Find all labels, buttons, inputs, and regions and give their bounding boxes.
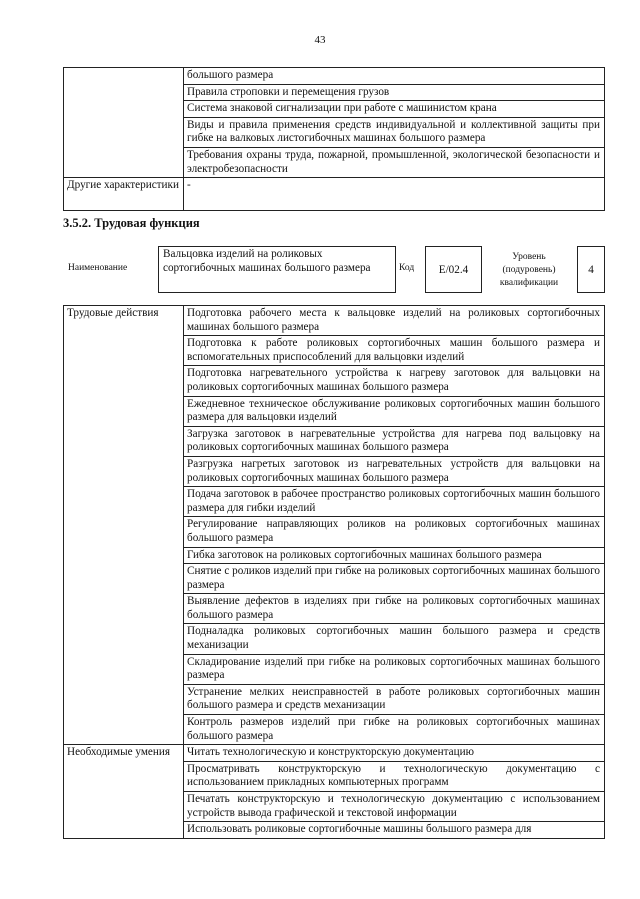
knowledge-item: Требования охраны труда, пожарной, промышленной, экологической безопасности и электробезопасности [184, 147, 605, 177]
section-heading: 3.5.2. Трудовая функция [63, 216, 200, 230]
knowledge-item: большого размера [184, 68, 605, 85]
skill-item: Просматривать конструкторскую и технологическую документацию с использованием прикладных компьютерных программ [184, 761, 605, 791]
labor-action-item: Загрузка заготовок в нагревательные устройства для нагрева под вальцовку на роликовых сортогибочных машинах большого размера [184, 426, 605, 456]
other-characteristics-label: Другие характеристики [64, 178, 184, 211]
other-characteristics-value: - [184, 178, 605, 211]
function-name-box: Вальцовка изделий на роликовых сортогибочных машинах большого размера [158, 246, 396, 293]
labor-action-item: Подготовка рабочего места к вальцовке изделий на роликовых сортогибочных машинах большого размера [184, 306, 605, 336]
labor-action-item: Подготовка к работе роликовых сортогибочных машин большого размера и вспомогательных приспособлений для вальцовки изделий [184, 336, 605, 366]
knowledge-label-cell [64, 68, 184, 178]
qualification-level-box: 4 [577, 246, 605, 293]
name-label: Наименование [68, 263, 128, 273]
labor-action-item: Подналадка роликовых сортогибочных машин большого размера и средств механизации [184, 624, 605, 654]
labor-action-item: Устранение мелких неисправностей в работе роликовых сортогибочных машин большого размера и средств механизации [184, 684, 605, 714]
labor-action-item: Подготовка нагревательного устройства к нагреву заготовок для вальцовки на роликовых сортогибочных машинах большого размера [184, 366, 605, 396]
labor-action-item: Выявление дефектов в изделиях при гибке на роликовых сортогибочных машинах большого размера [184, 594, 605, 624]
code-box: E/02.4 [425, 246, 482, 293]
labor-action-item: Регулирование направляющих роликов на роликовых сортогибочных машинах большого размера [184, 517, 605, 547]
skills-label: Необходимые умения [64, 745, 184, 839]
labor-action-item: Разгрузка нагретых заготовок из нагревательных устройств для вальцовки на роликовых сортогибочных машинах большого размера [184, 456, 605, 486]
labor-action-item: Подача заготовок в рабочее пространство роликовых сортогибочных машин большого размера для гибки изделий [184, 487, 605, 517]
skill-item: Печатать конструкторскую и технологическую документацию с использованием устройств вывода графической и текстовой информации [184, 792, 605, 822]
labor-action-item: Ежедневное техническое обслуживание роликовых сортогибочных машин большого размера для вальцовки изделий [184, 396, 605, 426]
knowledge-item: Правила строповки и перемещения грузов [184, 84, 605, 101]
labor-action-item: Снятие с роликов изделий при гибке на роликовых сортогибочных машинах большого размера [184, 564, 605, 594]
labor-action-item: Гибка заготовок на роликовых сортогибочных машинах большого размера [184, 547, 605, 564]
knowledge-item: Система знаковой сигнализации при работе с машинистом крана [184, 101, 605, 118]
skill-item: Читать технологическую и конструкторскую документацию [184, 745, 605, 762]
knowledge-table [63, 67, 605, 211]
skill-item: Использовать роликовые сортогибочные машины большого размера для [184, 822, 605, 839]
knowledge-item: Виды и правила применения средств индивидуальной и коллективной защиты при гибке на валковых листогибочных машинах большого размера [184, 117, 605, 147]
page-number: 43 [314, 34, 326, 46]
code-label: Код [399, 263, 415, 273]
labor-action-item: Контроль размеров изделий при гибке на роликовых сортогибочных машинах большого размера [184, 715, 605, 745]
labor-action-item: Складирование изделий при гибке на роликовых сортогибочных машинах большого размера [184, 654, 605, 684]
labor-function-table [63, 305, 605, 839]
qualification-level-label: Уровень (подуровень) квалификации [499, 252, 559, 288]
labor-actions-label: Трудовые действия [64, 306, 184, 745]
